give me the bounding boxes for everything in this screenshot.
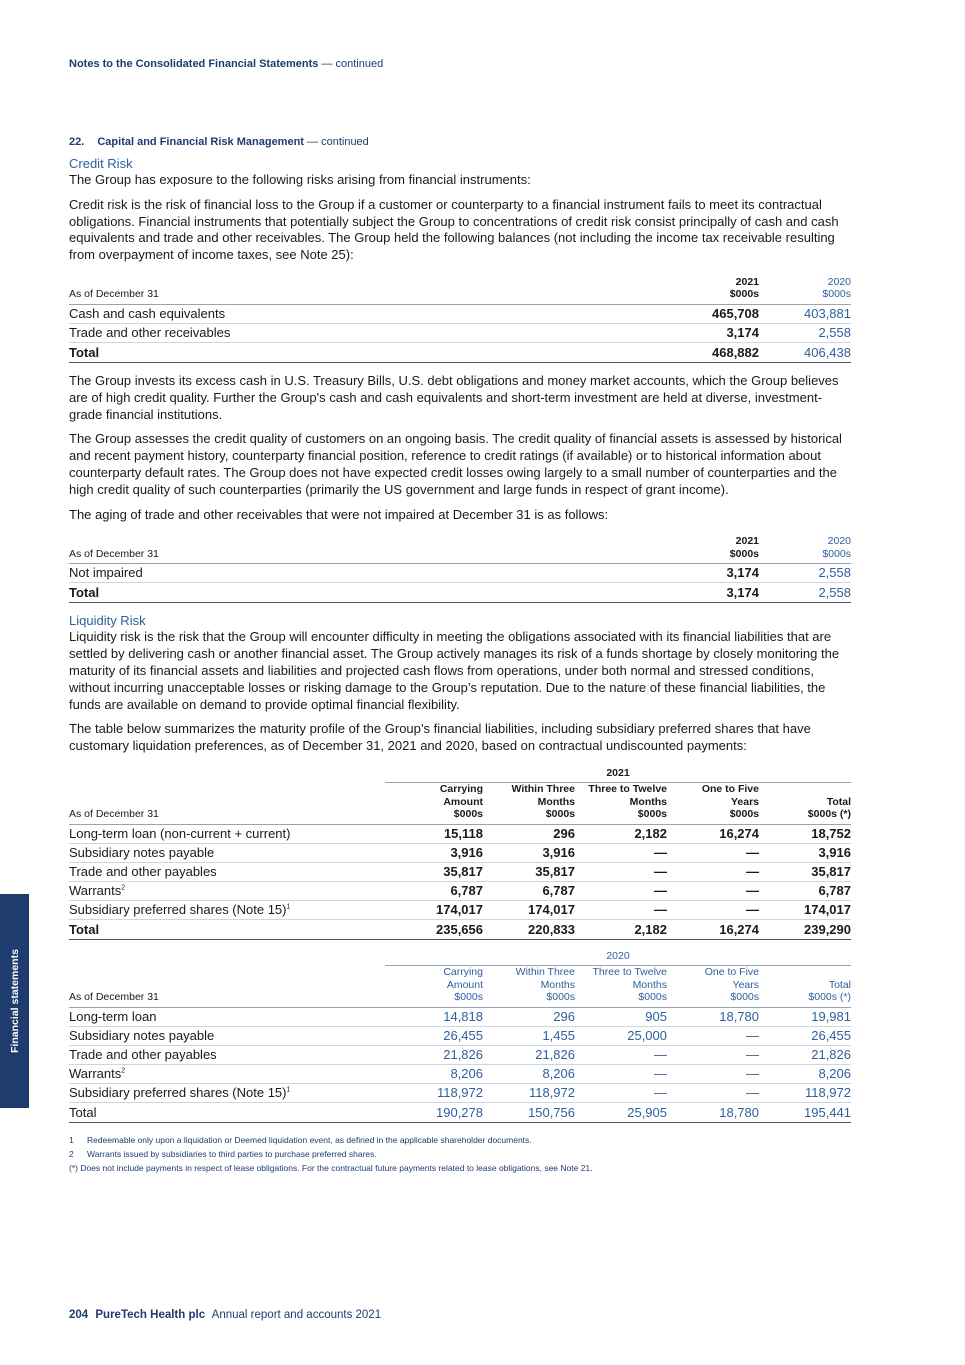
credit-risk-heading: Credit Risk: [69, 156, 133, 171]
maturity-total-label: Total: [69, 1102, 385, 1122]
maturity-row-label: Long-term loan (non-current + current): [69, 824, 385, 843]
maturity-col-header-4: One to Five Years $000s: [667, 966, 759, 1008]
page-number: 204: [69, 1309, 89, 1321]
maturity-row: [69, 824, 851, 843]
maturity-cell: 8,206: [759, 1064, 851, 1083]
maturity-total-row: [69, 919, 851, 939]
balances-row-2021: 465,708: [639, 304, 759, 323]
maturity-total-cell: 2,182: [575, 919, 667, 939]
section-number: 22.: [69, 136, 85, 148]
liquidity-risk-heading: Liquidity Risk: [69, 613, 146, 629]
aging-row: [69, 564, 851, 583]
footnote-marker: 2: [121, 884, 126, 892]
section-heading: [69, 136, 851, 148]
maturity-cell: —: [667, 843, 759, 862]
maturity-total-cell: 150,756: [483, 1102, 575, 1122]
maturity-cell: 905: [575, 1007, 667, 1026]
maturity-cell: 2,182: [575, 824, 667, 843]
credit-risk-paragraph-1: Credit risk is the risk of financial loss to the Group if a customer or counterparty to a financial instrument fails to meet its contractual obligations. Financial instruments that potentially subject the Group to concentrations of credit risk consist principally of cash and cash equivalents and trade and other receivables. The Group held the following balances (not including the income tax receivable resulting from overpayment of income taxes, see Note 25):: [69, 196, 839, 263]
maturity-total-cell: 25,905: [575, 1102, 667, 1122]
maturity-label-header: As of December 31: [69, 966, 385, 1008]
credit-risk-intro: The Group has exposure to the following risks arising from financial instruments:: [69, 172, 531, 187]
balances-row-label: Trade and other receivables: [69, 323, 639, 342]
maturity-cell: 174,017: [759, 900, 851, 919]
maturity-cell: —: [575, 1083, 667, 1102]
maturity-cell: —: [667, 1045, 759, 1064]
aging-row-2021: 3,174: [639, 564, 759, 583]
maturity-cell: 15,118: [385, 824, 483, 843]
maturity-total-cell: 239,290: [759, 919, 851, 939]
maturity-row: [69, 1007, 851, 1026]
maturity-cell: 6,787: [759, 881, 851, 900]
maturity-cell: 26,455: [385, 1026, 483, 1045]
maturity-total-cell: 18,780: [667, 1102, 759, 1122]
maturity-row: [69, 1083, 851, 1102]
maturity-row-label: Warrants$^2$: [69, 881, 385, 900]
maturity-cell: 8,206: [483, 1064, 575, 1083]
maturity-col-header-5: Total $000s (*): [759, 783, 851, 825]
balances-label-header: As of December 31: [69, 276, 639, 305]
balances-row: [69, 323, 851, 342]
maturity-cell: 296: [483, 1007, 575, 1026]
footnote-marker: 2: [121, 1067, 126, 1075]
year-header-2020: 2020: [385, 950, 851, 966]
maturity-cell: 6,787: [385, 881, 483, 900]
maturity-cell: 118,972: [483, 1083, 575, 1102]
footnote: [69, 1133, 851, 1147]
maturity-row: [69, 1064, 851, 1083]
maturity-total-cell: 16,274: [667, 919, 759, 939]
maturity-cell: —: [667, 1064, 759, 1083]
balances-table: [69, 276, 851, 363]
liquidity-risk-paragraph-2: The table below summarizes the maturity profile of the Group’s financial liabilities, including subsidiary preferred shares that have customary liquidation preferences, as of December 31, 2021 and 2020, based on contractual undiscounted payments:: [69, 721, 811, 754]
maturity-row-label: Subsidiary notes payable: [69, 843, 385, 862]
maturity-table-2020: [69, 950, 851, 1123]
aging-label-header: As of December 31: [69, 535, 639, 564]
balances-row-label: Cash and cash equivalents: [69, 304, 639, 323]
maturity-col-header-1: Carrying Amount $000s: [385, 966, 483, 1008]
maturity-total-label: Total: [69, 919, 385, 939]
maturity-cell: 26,455: [759, 1026, 851, 1045]
maturity-col-header-2: Within Three Months $000s: [483, 783, 575, 825]
maturity-cell: —: [667, 900, 759, 919]
maturity-row: [69, 862, 851, 881]
company-name: PureTech Health plc: [95, 1309, 206, 1321]
credit-risk-paragraph-2: The Group invests its excess cash in U.S. Treasury Bills, U.S. debt obligations and money market accounts, which the Group believes are of high credit quality. Further the Group's cash and cash equivalents and short-term investment are held at diverse, investment-grade financial institutions.: [69, 372, 839, 422]
maturity-cell: 19,981: [759, 1007, 851, 1026]
maturity-cell: 35,817: [759, 862, 851, 881]
balances-2021-header: 2021 $000s: [639, 276, 759, 305]
balances-row-2021: 3,174: [639, 323, 759, 342]
maturity-table-2021: [69, 767, 851, 940]
credit-risk-paragraph-4: The aging of trade and other receivables that were not impaired at December 31 is as follows:: [69, 506, 609, 522]
maturity-cell: 25,000: [575, 1026, 667, 1045]
maturity-cell: —: [667, 1083, 759, 1102]
maturity-cell: 35,817: [385, 862, 483, 881]
liquidity-risk-paragraph-1: Liquidity risk is the risk that the Group will encounter difficulty in meeting the obligations associated with its financial liabilities that are settled by delivering cash or another financial asset. The Group actively manages its risk of a funds shortage by closely monitoring the maturity of its financial assets and liabilities and projected cash flows from operations, under both normal and stressed conditions, without incurring unacceptable losses or risking damage to the Group’s reputation. Due to the nature of these financial liabilities, the funds are available on demand to provide optimal financial flexibility.: [69, 629, 840, 712]
aging-row-label: Not impaired: [69, 564, 639, 583]
maturity-col-header-3: Three to Twelve Months $000s: [575, 966, 667, 1008]
balances-2020-header: 2020 $000s: [759, 276, 851, 305]
year-header-2021: 2021: [385, 767, 851, 783]
maturity-total-cell: 235,656: [385, 919, 483, 939]
aging-2021-header: 2021 $000s: [639, 535, 759, 564]
maturity-cell: 18,752: [759, 824, 851, 843]
maturity-cell: 3,916: [385, 843, 483, 862]
maturity-cell: —: [667, 881, 759, 900]
maturity-row-label: Warrants$^2$: [69, 1064, 385, 1083]
maturity-row: [69, 900, 851, 919]
maturity-cell: —: [575, 1045, 667, 1064]
section-side-tab: [0, 894, 29, 1108]
footnote-marker: 1: [286, 1086, 291, 1094]
section-title: Capital and Financial Risk Management: [97, 136, 304, 148]
maturity-row: [69, 1045, 851, 1064]
footnote-marker: 1: [286, 903, 291, 911]
aging-2020-header: 2020 $000s: [759, 535, 851, 564]
maturity-cell: 296: [483, 824, 575, 843]
maturity-cell: 1,455: [483, 1026, 575, 1045]
header-suffix: — continued: [321, 58, 384, 70]
header-title: Notes to the Consolidated Financial Statements: [69, 58, 319, 70]
maturity-col-header-2: Within Three Months $000s: [483, 966, 575, 1008]
maturity-cell: 21,826: [759, 1045, 851, 1064]
maturity-row: [69, 1026, 851, 1045]
footnote-number: 2: [69, 1148, 74, 1159]
maturity-cell: 3,916: [759, 843, 851, 862]
maturity-row-label: Subsidiary preferred shares (Note 15)$^1$: [69, 1083, 385, 1102]
balances-row-2020: 403,881: [759, 304, 851, 323]
credit-risk-paragraph-3: The Group assesses the credit quality of customers on an ongoing basis. The credit quality of financial assets is assessed by historical and recent payment history, counterparty financial position, reference to credit ratings (if available) or to historical information about counterparty default rates. The Group does not have expected credit losses owing largely to a small number of counterparties and the high credit quality of such counterparties (primarily the US government and large funds in respect of grant income).: [69, 431, 842, 497]
maturity-cell: —: [667, 862, 759, 881]
maturity-cell: 118,972: [759, 1083, 851, 1102]
maturity-cell: 21,826: [483, 1045, 575, 1064]
maturity-col-header-1: Carrying Amount $000s: [385, 783, 483, 825]
maturity-cell: 21,826: [385, 1045, 483, 1064]
maturity-label-header: As of December 31: [69, 783, 385, 825]
footnotes: [69, 1133, 851, 1175]
maturity-cell: —: [575, 900, 667, 919]
maturity-col-header-3: Three to Twelve Months $000s: [575, 783, 667, 825]
footnote-text: (*) Does not include payments in respect of lease obligations. For the contractual future payments related to lease obligations, see Note 21.: [69, 1162, 593, 1173]
maturity-total-cell: 190,278: [385, 1102, 483, 1122]
maturity-col-header-4: One to Five Years $000s: [667, 783, 759, 825]
running-header: [69, 58, 383, 70]
maturity-row-label: Subsidiary notes payable: [69, 1026, 385, 1045]
document-name: Annual report and accounts 2021: [211, 1309, 382, 1321]
page-content: [69, 136, 851, 1175]
maturity-col-header-5: Total $000s (*): [759, 966, 851, 1008]
maturity-cell: 35,817: [483, 862, 575, 881]
page-footer: [69, 1309, 381, 1321]
footnote-text: Warrants issued by subsidiaries to third parties to purchase preferred shares.: [87, 1148, 377, 1159]
maturity-row: [69, 843, 851, 862]
maturity-cell: 18,780: [667, 1007, 759, 1026]
maturity-total-row: [69, 1102, 851, 1122]
maturity-cell: 3,916: [483, 843, 575, 862]
maturity-total-cell: 195,441: [759, 1102, 851, 1122]
maturity-row-label: Trade and other payables: [69, 1045, 385, 1064]
maturity-cell: 118,972: [385, 1083, 483, 1102]
maturity-cell: 16,274: [667, 824, 759, 843]
maturity-row-label: Long-term loan: [69, 1007, 385, 1026]
maturity-cell: —: [575, 881, 667, 900]
maturity-row: [69, 881, 851, 900]
maturity-cell: —: [575, 862, 667, 881]
balances-row: [69, 304, 851, 323]
maturity-cell: 174,017: [483, 900, 575, 919]
aging-table: [69, 535, 851, 603]
footnote-number: 1: [69, 1134, 74, 1145]
maturity-cell: 6,787: [483, 881, 575, 900]
footnote-text: Redeemable only upon a liquidation or Deemed liquidation event, as defined in the applicable shareholder documents.: [87, 1134, 532, 1145]
maturity-cell: 174,017: [385, 900, 483, 919]
maturity-cell: 14,818: [385, 1007, 483, 1026]
side-tab-label: Financial statements: [8, 949, 21, 1053]
aging-row-2020: 2,558: [759, 564, 851, 583]
footnote: [69, 1147, 851, 1161]
maturity-cell: —: [575, 843, 667, 862]
maturity-row-label: Trade and other payables: [69, 862, 385, 881]
balances-row-2020: 2,558: [759, 323, 851, 342]
maturity-cell: —: [575, 1064, 667, 1083]
maturity-cell: 8,206: [385, 1064, 483, 1083]
maturity-row-label: Subsidiary preferred shares (Note 15)$^1$: [69, 900, 385, 919]
maturity-total-cell: 220,833: [483, 919, 575, 939]
footnote: [69, 1161, 851, 1175]
aging-total-row: Total 3,174 2,558: [69, 583, 851, 603]
balances-total-row: Total 468,882 406,438: [69, 342, 851, 362]
maturity-cell: —: [667, 1026, 759, 1045]
section-suffix: — continued: [307, 136, 369, 148]
